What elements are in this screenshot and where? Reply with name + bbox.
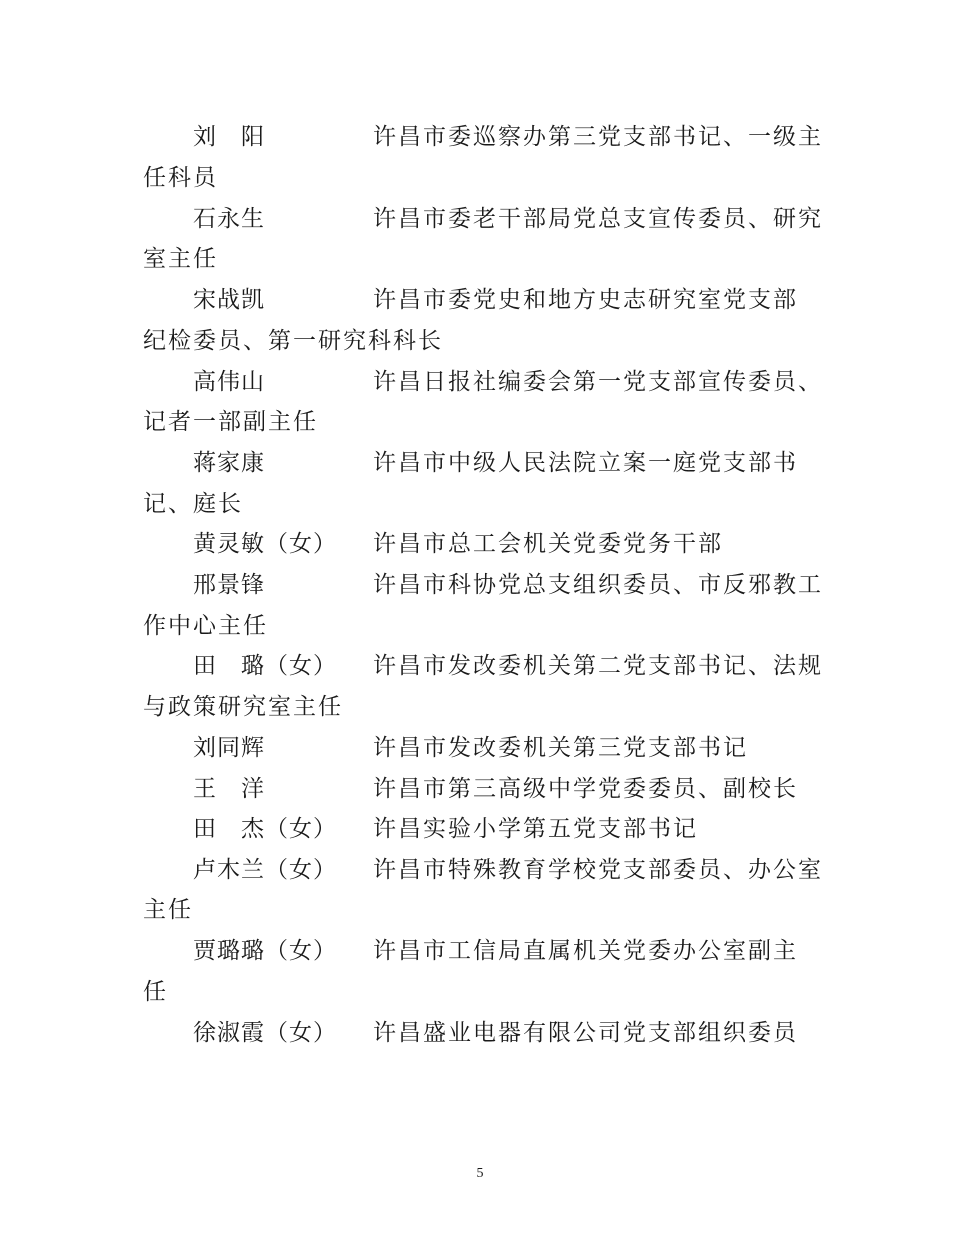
person-name: 蒋家康	[193, 450, 265, 476]
entry-continuation	[0, 321, 960, 361]
entry-line	[0, 850, 960, 890]
entry-line	[0, 565, 960, 605]
person-name: 徐淑霞（女）	[193, 1020, 337, 1046]
position-continuation: 记、庭长	[143, 491, 243, 517]
person-position: 许昌市第三高级中学党委委员、副校长	[373, 776, 798, 802]
person-position: 许昌市科协党总支组织委员、市反邪教工	[373, 572, 823, 598]
entry-line	[0, 728, 960, 768]
person-name: 石永生	[193, 206, 265, 232]
entry-continuation	[0, 606, 960, 646]
person-name: 田 杰（女）	[193, 816, 337, 842]
person-position: 许昌实验小学第五党支部书记	[373, 816, 698, 842]
person-name: 卢木兰（女）	[193, 857, 337, 883]
page-number: 5	[476, 1166, 484, 1181]
entry-continuation	[0, 484, 960, 524]
person-position: 许昌市中级人民法院立案一庭党支部书	[373, 450, 798, 476]
entry-line	[0, 646, 960, 686]
person-name: 宋战凯	[193, 287, 265, 313]
entry-continuation	[0, 158, 960, 198]
person-name: 邢景锋	[193, 572, 265, 598]
person-name: 高伟山	[193, 369, 265, 395]
person-position: 许昌市委党史和地方史志研究室党支部	[373, 287, 798, 313]
person-name: 王 洋	[193, 776, 265, 802]
person-position: 许昌市发改委机关第三党支部书记	[373, 735, 748, 761]
entry-line	[0, 1013, 960, 1053]
position-continuation: 纪检委员、第一研究科科长	[143, 328, 443, 354]
position-continuation: 室主任	[143, 246, 218, 272]
person-name: 刘 阳	[193, 124, 265, 150]
entry-line	[0, 769, 960, 809]
person-position: 许昌盛业电器有限公司党支部组织委员	[373, 1020, 798, 1046]
entry-continuation	[0, 402, 960, 442]
person-position: 许昌市特殊教育学校党支部委员、办公室	[373, 857, 823, 883]
person-position: 许昌市发改委机关第二党支部书记、法规	[373, 653, 823, 679]
person-name: 田 璐（女）	[193, 653, 337, 679]
entry-line	[0, 280, 960, 320]
entry-continuation	[0, 239, 960, 279]
entry-line	[0, 117, 960, 157]
person-position: 许昌日报社编委会第一党支部宣传委员、	[373, 369, 823, 395]
person-name: 黄灵敏（女）	[193, 531, 337, 557]
position-continuation: 作中心主任	[143, 613, 268, 639]
person-name: 刘同辉	[193, 735, 265, 761]
position-continuation: 任科员	[143, 165, 218, 191]
entry-line	[0, 443, 960, 483]
entry-line	[0, 199, 960, 239]
person-position: 许昌市委巡察办第三党支部书记、一级主	[373, 124, 823, 150]
position-continuation: 记者一部副主任	[143, 409, 318, 435]
person-position: 许昌市总工会机关党委党务干部	[373, 531, 723, 557]
entry-continuation	[0, 890, 960, 930]
position-continuation: 与政策研究室主任	[143, 694, 343, 720]
entry-line	[0, 362, 960, 402]
entry-continuation	[0, 687, 960, 727]
person-position: 许昌市工信局直属机关党委办公室副主	[373, 938, 798, 964]
person-position: 许昌市委老干部局党总支宣传委员、研究	[373, 206, 823, 232]
position-continuation: 主任	[143, 897, 193, 923]
position-continuation: 任	[143, 979, 168, 1005]
entry-line	[0, 524, 960, 564]
person-name: 贾璐璐（女）	[193, 938, 337, 964]
entry-line	[0, 931, 960, 971]
entry-line	[0, 809, 960, 849]
entry-continuation	[0, 972, 960, 1012]
